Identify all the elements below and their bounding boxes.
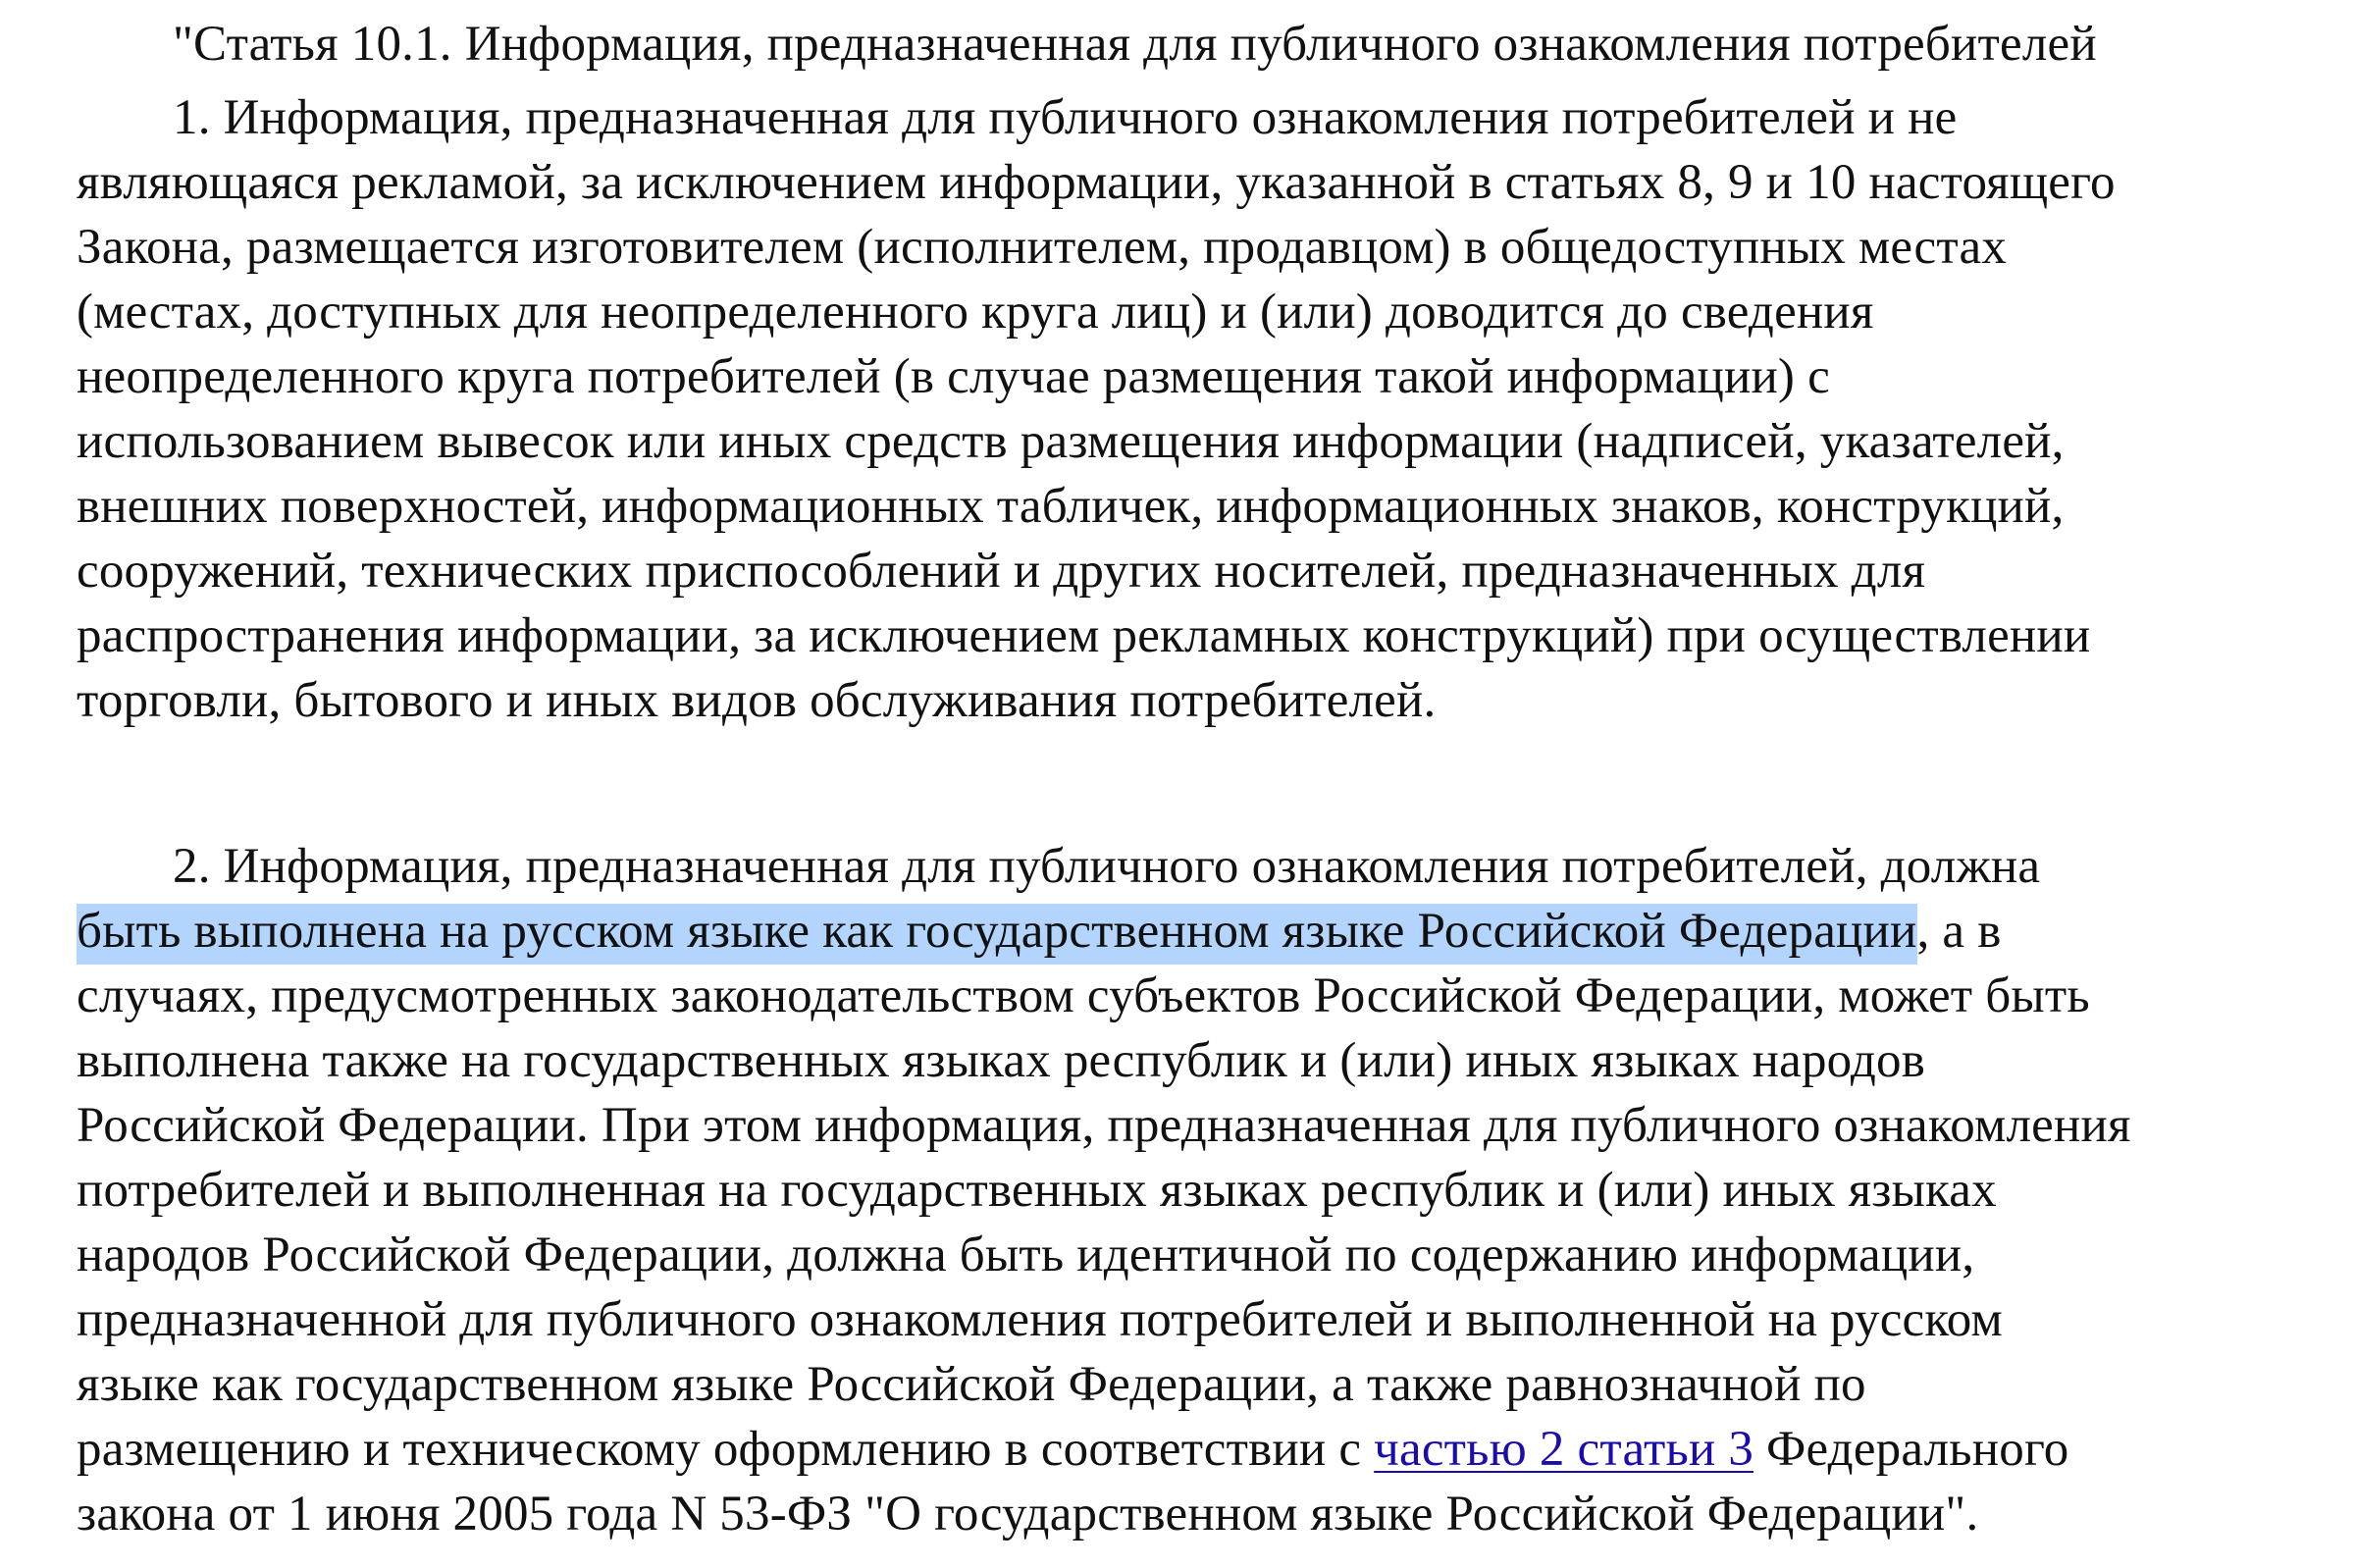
paragraph-2-line: предназначенной для публичного ознакомления потребителей и выполненной на русском [77, 1292, 2003, 1347]
paragraph-1-line: неопределенного круга потребителей (в случае размещения такой информации) с [77, 349, 1830, 404]
paragraph-1-line: сооружений, технических приспособлений и других носителей, предназначенных для [77, 544, 1926, 599]
law-reference-link[interactable]: частью 2 статьи 3 [1374, 1422, 1754, 1477]
paragraph-1-line: торговли, бытового и иных видов обслуживания потребителей. [77, 673, 1437, 728]
paragraph-1-line: Закона, размещается изготовителем (исполнителем, продавцом) в общедоступных местах [77, 220, 2008, 275]
paragraph-1-line: являющаяся рекламой, за исключением информации, указанной в статьях 8, 9 и 10 настоящего [77, 155, 2116, 210]
paragraph-2-line: потребителей и выполненная на государственных языках республик и (или) иных языках [77, 1163, 1997, 1218]
paragraph-2-line: 2. Информация, предназначенная для публичного ознакомления потребителей, должна [173, 839, 2041, 894]
paragraph-2-text: Федерального [1753, 1422, 2069, 1477]
paragraph-1-line: внешних поверхностей, информационных табличек, информационных знаков, конструкций, [77, 479, 2065, 534]
paragraph-1-line: распространения информации, за исключением рекламных конструкций) при осуществлении [77, 608, 2091, 663]
paragraph-2-line: языке как государственном языке Российской Федерации, а также равнозначной по [77, 1357, 1866, 1412]
article-title: "Статья 10.1. Информация, предназначенная для публичного ознакомления потребителей [173, 17, 2097, 72]
text-selection-highlight[interactable]: быть выполнена на русском языке как государственном языке Российской Федерации [77, 904, 1917, 965]
paragraph-1-line: 1. Информация, предназначенная для публичного ознакомления потребителей и не [173, 90, 1958, 145]
paragraph-2-text: размещению и техническому оформлению в соответствии с [77, 1422, 1375, 1477]
paragraph-2-line: народов Российской Федерации, должна быть идентичной по содержанию информации, [77, 1228, 1975, 1282]
paragraph-2-line: Российской Федерации. При этом информация, предназначенная для публичного ознакомления [77, 1098, 2131, 1153]
paragraph-2-text: , а в [1916, 904, 2002, 959]
paragraph-2-line [77, 899, 2002, 964]
paragraph-2-line [77, 1417, 2069, 1482]
paragraph-2-line: случаях, предусмотренных законодательством субъектов Российской Федерации, может быть [77, 968, 2090, 1023]
paragraph-2-line: закона от 1 июня 2005 года N 53-ФЗ "О государственном языке Российской Федерации". [77, 1487, 1979, 1542]
paragraph-1-line: использованием вывесок или иных средств размещения информации (надписей, указателей, [77, 414, 2065, 469]
paragraph-1-line: (местах, доступных для неопределенного круга лиц) и (или) доводится до сведения [77, 285, 1874, 340]
paragraph-2-line: выполнена также на государственных языках республик и (или) иных языках народов [77, 1033, 1925, 1088]
